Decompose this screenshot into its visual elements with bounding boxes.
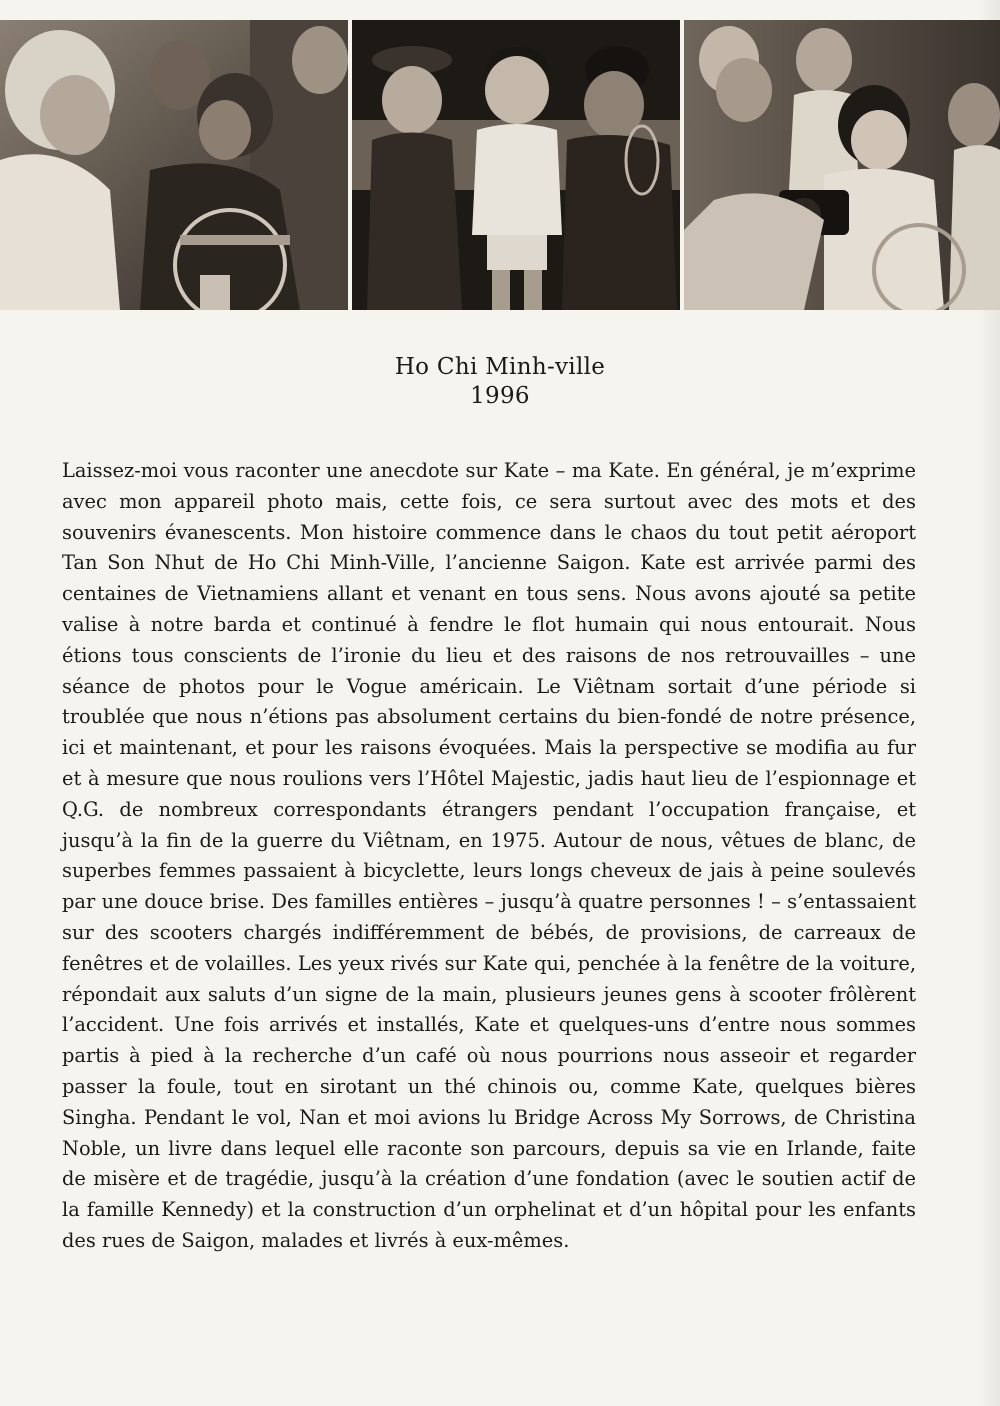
photo-three-children bbox=[352, 20, 680, 310]
chapter-heading bbox=[0, 353, 1000, 411]
photo-wheelchair-greeting-image bbox=[0, 20, 348, 310]
body-paragraph: Laissez-moi vous raconter une anecdote sur Kate – ma Kate. En général, je m’exprime avec mon appareil photo mais, cette fois, ce sera surtout avec des mots et des souvenirs évanescents. Mon histoire commence dans le chaos du tout petit aéroport Tan Son Nhut de Ho Chi Minh-Ville, l’ancienne Saigon. Kate est arrivée parmi des centaines de Vietnamiens allant et venant en tous sens. Nous avons ajouté sa petite valise à notre barda et continué à fendre le flot humain qui nous entourait. Nous étions tous conscients de l’ironie du lieu et des raisons de nos retrouvailles – une séance de photos pour le Vogue américain. Le Viêtnam sortait d’une période si troublée que nous n’étions pas absolument certains du bien-fondé de notre présence, ici et maintenant, et pour les raisons évoquées. Mais la perspective se modifia au fur et à mesure que nous roulions vers l’Hôtel Majestic, jadis haut lieu de l’espionnage et Q.G. de nombreux correspondants étrangers pendant l’occupation française, et jusqu’à la fin de la guerre du Viêtnam, en 1975. Autour de nous, vêtues de blanc, de superbes femmes passaient à bicyclette, leurs longs cheveux de jais à peine soulevés par une douce brise. Des familles entières – jusqu’à quatre personnes ! – s’entassaient sur des scooters chargés indifféremment de bébés, de provisions, de carreaux de fenêtres et de volailles. Les yeux rivés sur Kate qui, penchée à la fenêtre de la voiture, répondait aux saluts d’un signe de la main, plusieurs jeunes gens à scooter frôlèrent l’accident. Une fois arrivés et installés, Kate et quelques-uns d’entre nous sommes partis à pied à la recherche d’un café où nous pourrions nous asseoir et regarder passer la foule, tout en sirotant un thé chinois ou, comme Kate, quelques bières Singha. Pendant le vol, Nan et moi avions lu Bridge Across My Sorrows, de Christina Noble, un livre dans lequel elle raconte son parcours, depuis sa vie en Irlande, faite de misère et de tragédie, jusqu’à la création d’une fondation (avec le soutien actif de la famille Kennedy) et la construction d’un orphelinat et d’un hôpital pour les enfants des rues de Saigon, malades et livrés à eux-mêmes. bbox=[62, 459, 916, 1252]
photo-boy-with-camera bbox=[684, 20, 1000, 310]
photo-strip bbox=[0, 20, 1000, 310]
heading-year: 1996 bbox=[470, 383, 530, 409]
photo-wheelchair-greeting bbox=[0, 20, 348, 310]
heading-place: Ho Chi Minh-ville bbox=[394, 354, 606, 380]
photo-boy-with-camera-image bbox=[684, 20, 1000, 310]
photo-three-children-image bbox=[352, 20, 680, 310]
